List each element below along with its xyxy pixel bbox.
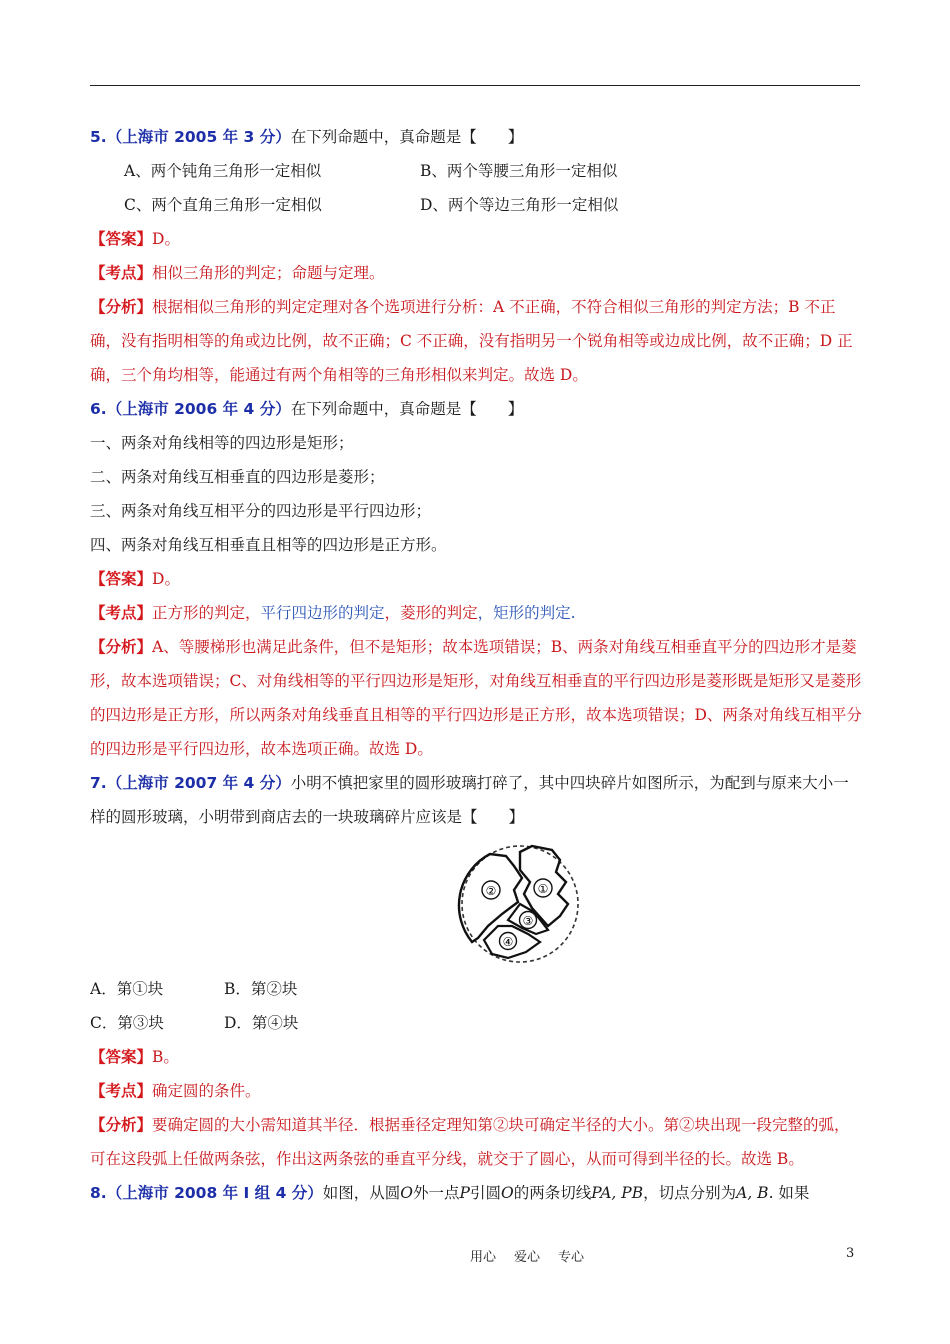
q6-kp-parallelogram: 平行四边形的判定 [260,604,385,622]
q6-number: 6. [90,400,107,418]
q8-symbol-pa: PA, [591,1184,617,1202]
q8-stem [90,1176,862,1210]
q5-option-c: C、两个直角三角形一定相似 [124,196,322,214]
q6-kp-end: . [570,604,576,622]
q7-stem-text: 小明不慎把家里的圆形玻璃打碎了，其中四块碎片如图所示，为配到与原来大小一样的圆形玻璃，小明带到商店去的一块玻璃碎片应该是【 】 [90,774,849,826]
q6-item-4: 四、两条对角线互相垂直且相等的四边形是正方形。 [90,536,447,554]
q7-analysis-tag: 【分析】 [90,1115,153,1134]
q7-answer-text: B。 [152,1048,179,1066]
q6-item-1: 一、两条对角线相等的四边形是矩形； [90,434,354,452]
q6-answer-text: D。 [152,570,180,588]
q6-answer-tag: 【答案】 [90,569,153,588]
q7-stem [90,766,862,834]
q8-symbol-pb: PB [621,1184,644,1202]
q7-kp-tag: 【考点】 [90,1081,153,1100]
q5-stem [90,120,862,154]
q7-analysis-text: 要确定圆的大小需知道其半径．根据垂径定理知第②块可确定半径的大小。第②块出现一段完整的弧，可在这段弧上任做两条弦，作出这两条弦的垂直平分线，就交于了圆心，从而可得到半径的长。故选 B。 [90,1116,850,1168]
piece-label-3: ③ [522,914,534,928]
q7-option-a: A．第①块 [90,980,164,998]
q5-analysis-tag: 【分析】 [90,297,153,316]
q7-option-b: B．第②块 [224,980,298,998]
q8-text-c: 引圆 [469,1184,501,1202]
q6-kp-sep: ， [477,604,494,622]
q6-kp-sep: ， [384,604,401,622]
q5-knowledge-point [90,256,862,290]
piece-label-2: ② [485,884,497,898]
footer-word-1: 用心 [470,1250,497,1265]
q7-answer [90,1040,862,1074]
q7-knowledge-point [90,1074,862,1108]
q6-kp-tag: 【考点】 [90,603,153,622]
piece-label-4: ④ [502,935,514,949]
q5-analysis-text: 根据相似三角形的判定定理对各个选项进行分析：A 不正确，不符合相似三角形的判定方法；B 不正确，没有指明相等的角或边比例，故不正确；C 不正确，没有指明另一个锐角相等或边成比例，故不正确；D 正确，三个角均相等，能通过有两个角相等的三角形相似来判定。故选 D。 [90,298,853,384]
q7-figure [90,842,862,968]
q5-answer [90,222,862,256]
broken-glass-diagram [408,842,628,966]
q6-kp-rectangle: 矩形的判定 [493,604,571,622]
q7-number: 7. [90,774,107,792]
q8-text-b: 外一点 [413,1184,460,1202]
q5-kp-text: 相似三角形的判定；命题与定理。 [152,264,385,282]
q6-kp-sep: ， [245,604,261,622]
q8-symbol-o: O [400,1184,413,1202]
q5-stem-text: 在下列命题中，真命题是【 】 [290,128,524,146]
q7-options-row-1 [90,972,862,1006]
q5-answer-text: D。 [152,230,180,248]
q7-option-c: C．第③块 [90,1014,164,1032]
q5-source: （上海市 2005 年 3 分） [106,128,291,146]
footer-motto [470,1246,602,1265]
q6-item-2: 二、两条对角线互相垂直的四边形是菱形； [90,468,385,486]
q6-analysis-tag: 【分析】 [90,637,153,656]
q6-knowledge-point [90,596,862,630]
q8-text-a: 如图，从圆 [322,1184,401,1202]
q8-symbol-ab: A, B [736,1184,769,1202]
q7-option-d: D．第④块 [224,1014,299,1032]
q7-source: （上海市 2007 年 4 分） [106,774,291,792]
q7-analysis [90,1108,862,1176]
q6-stem-text: 在下列命题中，真命题是【 】 [290,400,524,418]
q8-text-e: ，切点分别为 [643,1184,737,1202]
footer-word-2: 爱心 [514,1250,541,1265]
q8-symbol-o: O [500,1184,514,1202]
q5-number: 5. [90,128,107,146]
q6-item-3: 三、两条对角线互相平分的四边形是平行四边形； [90,502,432,520]
q6-kp-square: 正方形的判定 [152,604,246,622]
q5-option-a: A、两个钝角三角形一定相似 [124,162,322,180]
q8-text-d: 的两条切线 [513,1184,592,1202]
q7-kp-text: 确定圆的条件。 [152,1082,261,1100]
q6-source: （上海市 2006 年 4 分） [106,400,291,418]
q5-analysis [90,290,862,392]
footer-word-3: 专心 [558,1250,585,1265]
page-number: 3 [846,1246,855,1261]
q6-stem [90,392,862,426]
q6-analysis [90,630,862,766]
page-content [90,120,862,1210]
q8-number: 8. [90,1184,107,1202]
q5-option-b: B、两个等腰三角形一定相似 [420,162,618,180]
header-rule [90,85,860,86]
q6-kp-rhombus: 菱形的判定 [400,604,478,622]
q5-options-row-1 [90,154,862,188]
q7-options-row-2 [90,1006,862,1040]
q5-kp-tag: 【考点】 [90,263,153,282]
q8-text-f: . 如果 [768,1184,810,1202]
q5-answer-tag: 【答案】 [90,229,153,248]
q7-answer-tag: 【答案】 [90,1047,153,1066]
q5-options-row-2 [90,188,862,222]
q8-source: （上海市 2008 年 I 组 4 分） [106,1184,323,1202]
q8-symbol-p: P [459,1184,470,1202]
q6-analysis-text: A、等腰梯形也满足此条件，但不是矩形；故本选项错误；B、两条对角线互相垂直平分的四边形才是菱形，故本选项错误；C、对角线相等的平行四边形是矩形，对角线互相垂直的平行四边形是菱形既是矩形又是菱形的四边形是正方形，所以两条对角线垂直且相等的平行四边形是正方形，故本选项错误；D、两条对角线互相平分的四边形是平行四边形，故本选项正确。故选 D。 [90,638,862,758]
q6-answer [90,562,862,596]
q5-option-d: D、两个等边三角形一定相似 [420,196,619,214]
piece-label-1: ① [537,882,549,896]
